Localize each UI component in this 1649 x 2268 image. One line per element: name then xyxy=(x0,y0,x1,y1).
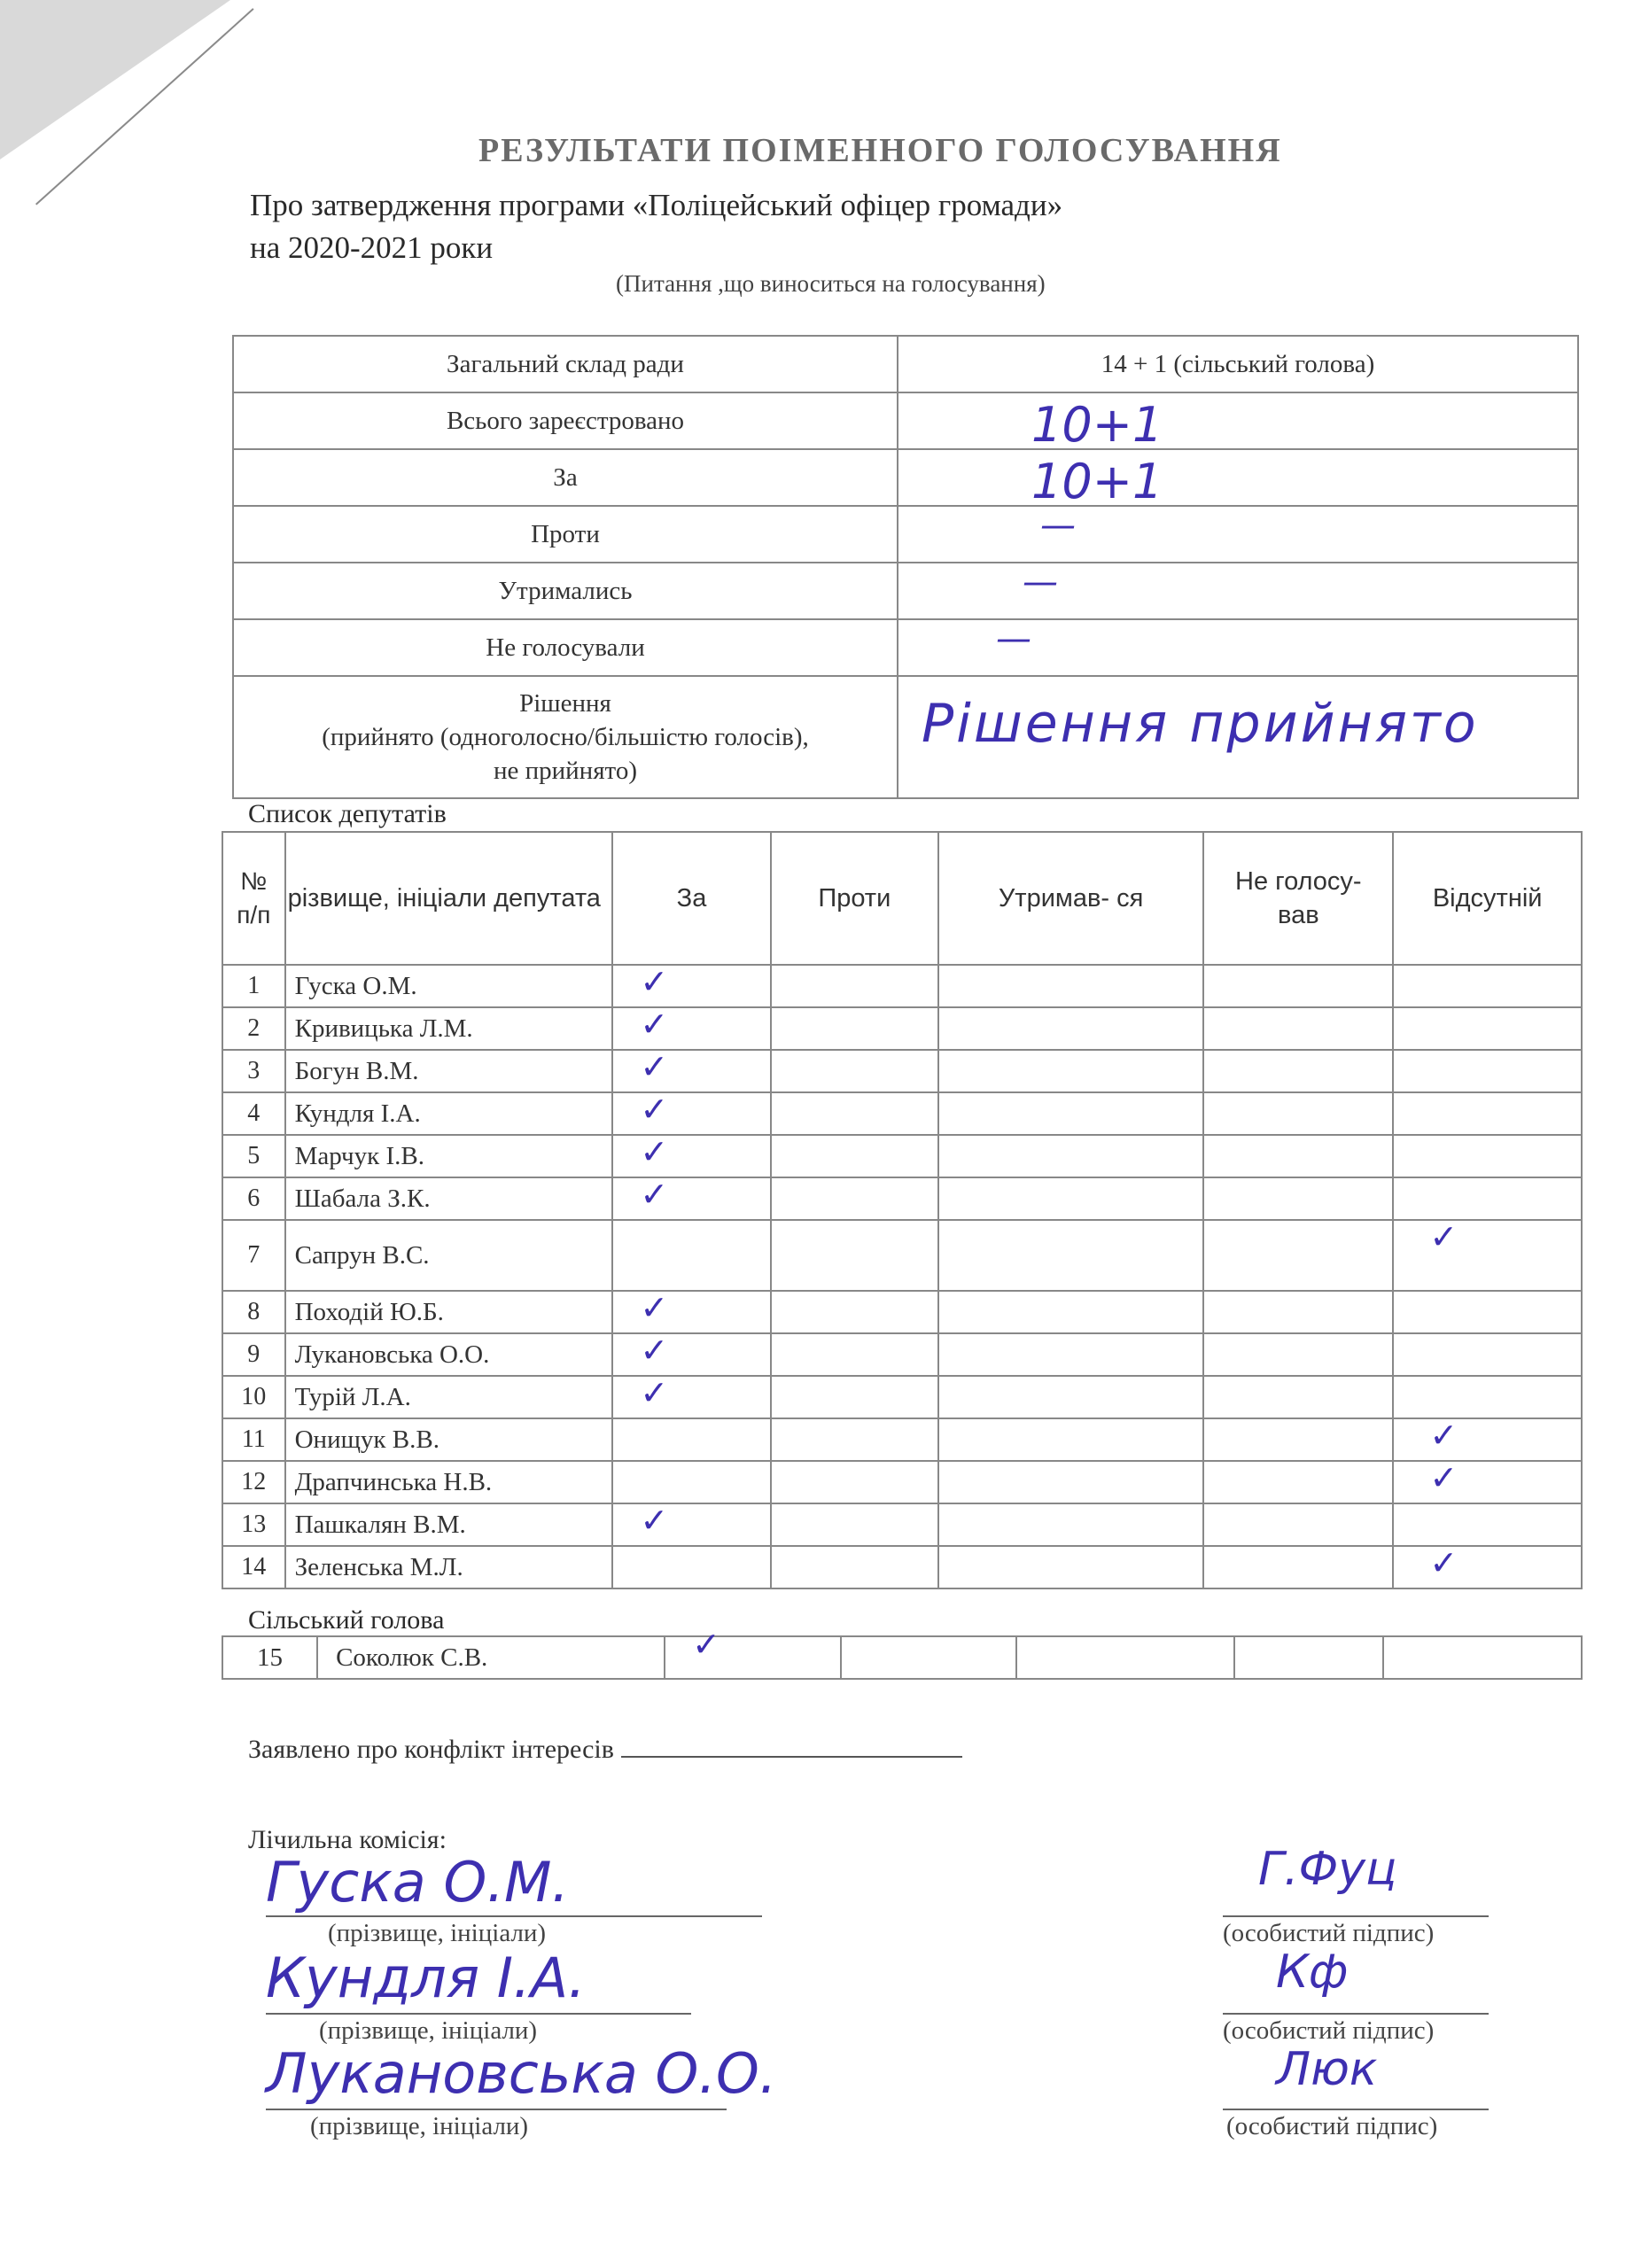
deputy-row xyxy=(222,1177,1582,1220)
village-head-name: Соколюк С.В. xyxy=(317,1636,665,1679)
vote-cell-za xyxy=(612,1373,770,1418)
signature-2: Кф xyxy=(1276,1946,1349,1999)
vote-cell-za xyxy=(612,1546,770,1588)
vote-cell-vidsutnii xyxy=(1393,1092,1582,1135)
vote-cell-za xyxy=(612,1333,770,1376)
deputies-table xyxy=(222,831,1583,1589)
deputy-row xyxy=(222,1503,1582,1546)
deputy-row xyxy=(222,1092,1582,1135)
document-title: РЕЗУЛЬТАТИ ПОІМЕННОГО ГОЛОСУВАННЯ xyxy=(478,132,1282,169)
summary-value-cell xyxy=(898,449,1578,509)
deputy-row xyxy=(222,1050,1582,1092)
summary-row xyxy=(233,392,1578,449)
village-head-row xyxy=(222,1636,1582,1679)
deputy-num: 2 xyxy=(222,1007,285,1050)
deputy-num: 8 xyxy=(222,1291,285,1333)
summary-label: Загальний склад ради xyxy=(233,336,898,392)
vote-cell-za xyxy=(612,962,770,1007)
vote-cell-za xyxy=(612,1503,770,1546)
check-mark-icon: ✓ xyxy=(692,1625,721,1664)
header-za: За xyxy=(612,832,770,965)
vote-cell-vidsutnii xyxy=(1393,1376,1582,1418)
handwritten-registered: 10+1 xyxy=(1031,397,1163,453)
name-caption-1: (прізвище, ініціали) xyxy=(328,1919,547,1947)
vote-cell-ne-holosuvav xyxy=(1203,1503,1393,1546)
vote-cell-ne-holosuvav xyxy=(1203,1376,1393,1418)
vote-cell-proty xyxy=(771,1503,938,1546)
vote-cell-za xyxy=(612,1047,770,1092)
vote-cell-ne-holosuvav xyxy=(1203,965,1393,1007)
village-head-proty-cell xyxy=(841,1636,1017,1679)
vote-cell-vidsutnii xyxy=(1393,1135,1582,1177)
deputy-num: 5 xyxy=(222,1135,285,1177)
vote-cell-utrymavsia xyxy=(938,1546,1203,1588)
vote-cell-utrymavsia xyxy=(938,1503,1203,1546)
deputy-name: Сапрун В.С. xyxy=(285,1220,613,1291)
conflict-blank-line xyxy=(621,1756,962,1758)
deputy-num: 9 xyxy=(222,1333,285,1376)
vote-cell-proty xyxy=(771,1291,938,1333)
header-proty: Проти xyxy=(771,832,938,965)
deputy-num: 10 xyxy=(222,1376,285,1418)
vote-cell-proty xyxy=(771,965,938,1007)
header-ne-holosuvav: Не голосу- вав xyxy=(1203,832,1393,965)
vote-cell-proty xyxy=(771,1007,938,1050)
vote-cell-za xyxy=(612,1461,770,1503)
handwritten-for: 10+1 xyxy=(1031,454,1163,509)
vote-cell-ne-holosuvav xyxy=(1203,1333,1393,1376)
summary-label: Всього зареєстровано xyxy=(233,392,898,449)
vote-cell-za xyxy=(612,1177,770,1220)
vote-cell-proty xyxy=(771,1177,938,1220)
vote-cell-ne-holosuvav xyxy=(1203,1220,1393,1291)
sign-line-3 xyxy=(1223,2109,1489,2110)
deputy-row xyxy=(222,1546,1582,1588)
vote-cell-utrymavsia xyxy=(938,1418,1203,1461)
vote-cell-vidsutnii xyxy=(1393,1458,1582,1503)
summary-row xyxy=(233,619,1578,676)
vote-cell-ne-holosuvav xyxy=(1203,1461,1393,1503)
check-mark-icon: ✓ xyxy=(640,1132,669,1171)
summary-row xyxy=(233,506,1578,563)
deputy-name: Гуска О.М. xyxy=(285,965,613,1007)
vote-cell-utrymavsia xyxy=(938,1333,1203,1376)
summary-label: Утримались xyxy=(233,563,898,619)
deputy-num: 12 xyxy=(222,1461,285,1503)
summary-value-cell xyxy=(898,392,1578,453)
deputy-num: 3 xyxy=(222,1050,285,1092)
document-subtitle xyxy=(250,184,1062,269)
decision-label xyxy=(233,676,898,798)
check-mark-icon: ✓ xyxy=(640,1005,669,1044)
sign-line-2 xyxy=(1223,2013,1489,2015)
folded-corner xyxy=(0,0,230,159)
header-vidsutnii: Відсутній xyxy=(1393,832,1582,965)
deputy-name: Кундля І.А. xyxy=(285,1092,613,1135)
vote-cell-za xyxy=(612,1092,770,1135)
deputy-num: 4 xyxy=(222,1092,285,1135)
vote-cell-vidsutnii xyxy=(1393,1177,1582,1220)
name-line-3 xyxy=(266,2109,727,2110)
deputy-name: Кривицька Л.М. xyxy=(285,1007,613,1050)
vote-cell-utrymavsia xyxy=(938,1461,1203,1503)
sign-caption-3: (особистий підпис) xyxy=(1226,2112,1438,2140)
vote-cell-utrymavsia xyxy=(938,965,1203,1007)
village-head-section-label: Сільський голова xyxy=(248,1605,445,1635)
deputy-name: Онищук В.В. xyxy=(285,1418,613,1461)
vote-cell-ne-holosuvav xyxy=(1203,1177,1393,1220)
summary-table xyxy=(232,335,1579,799)
vote-cell-vidsutnii xyxy=(1393,965,1582,1007)
commission-label: Лічильна комісія: xyxy=(248,1825,447,1854)
deputy-row xyxy=(222,1461,1582,1503)
deputy-name: Шабала З.К. xyxy=(285,1177,613,1220)
handwritten-decision: Рішення прийнято xyxy=(922,693,1479,755)
deputy-row xyxy=(222,1220,1582,1291)
deputy-name: Походій Ю.Б. xyxy=(285,1291,613,1333)
conflict-label: Заявлено про конфлікт інтересів xyxy=(248,1735,614,1764)
vote-cell-proty xyxy=(771,1092,938,1135)
check-mark-icon: ✓ xyxy=(640,1331,669,1370)
vote-cell-proty xyxy=(771,1135,938,1177)
commission-member-name-1: Гуска О.М. xyxy=(266,1850,570,1915)
name-line-1 xyxy=(266,1915,762,1917)
deputy-row xyxy=(222,1007,1582,1050)
handwritten-abstained: — xyxy=(1023,562,1058,602)
vote-cell-utrymavsia xyxy=(938,1291,1203,1333)
village-head-vidsutnii-cell xyxy=(1383,1636,1582,1679)
deputy-name: Лукановська О.О. xyxy=(285,1333,613,1376)
check-mark-icon: ✓ xyxy=(640,962,669,1001)
subtitle-line-2: на 2020-2021 роки xyxy=(250,230,494,265)
village-head-utrymavsia-cell xyxy=(1016,1636,1234,1679)
header-num: № п/п xyxy=(222,832,285,965)
deputy-name: Драпчинська Н.В. xyxy=(285,1461,613,1503)
deputy-num: 13 xyxy=(222,1503,285,1546)
vote-cell-proty xyxy=(771,1546,938,1588)
sign-line-1 xyxy=(1223,1915,1489,1917)
deputy-row xyxy=(222,1135,1582,1177)
name-line-2 xyxy=(266,2013,691,2015)
signature-1: Г.Фуц xyxy=(1258,1843,1397,1896)
vote-cell-za xyxy=(612,1007,770,1050)
check-mark-icon: ✓ xyxy=(640,1288,669,1327)
deputy-name: Марчук І.В. xyxy=(285,1135,613,1177)
vote-cell-ne-holosuvav xyxy=(1203,1546,1393,1588)
summary-value-cell xyxy=(898,563,1578,619)
deputy-num: 7 xyxy=(222,1220,285,1291)
vote-cell-vidsutnii xyxy=(1393,1418,1582,1461)
check-mark-icon: ✓ xyxy=(640,1501,669,1540)
deputy-num: 1 xyxy=(222,965,285,1007)
name-caption-2: (прізвище, ініціали) xyxy=(319,2016,538,2045)
vote-cell-proty xyxy=(771,1050,938,1092)
check-mark-icon: ✓ xyxy=(1429,1543,1458,1582)
vote-cell-ne-holosuvav xyxy=(1203,1092,1393,1135)
vote-cell-ne-holosuvav xyxy=(1203,1007,1393,1050)
decision-label-line-2: (прийнято (одноголосно/більшістю голосів), xyxy=(322,723,809,751)
commission-member-name-3: Лукановська О.О. xyxy=(266,2041,777,2106)
summary-label: За xyxy=(233,449,898,506)
vote-cell-za xyxy=(612,1418,770,1461)
deputy-row xyxy=(222,1333,1582,1376)
vote-cell-proty xyxy=(771,1418,938,1461)
village-head-table xyxy=(222,1625,1583,1680)
vote-cell-utrymavsia xyxy=(938,1050,1203,1092)
vote-cell-za xyxy=(612,1220,770,1291)
handwritten-against: — xyxy=(1040,505,1076,546)
vote-cell-ne-holosuvav xyxy=(1203,1418,1393,1461)
deputy-row xyxy=(222,965,1582,1007)
subtitle-line-1: Про затвердження програми «Поліцейський офіцер громади» xyxy=(250,188,1063,222)
vote-cell-utrymavsia xyxy=(938,1220,1203,1291)
summary-label: Проти xyxy=(233,506,898,563)
summary-row xyxy=(233,449,1578,506)
vote-cell-vidsutnii xyxy=(1393,1543,1582,1588)
check-mark-icon: ✓ xyxy=(1429,1458,1458,1497)
summary-row xyxy=(233,336,1578,392)
summary-row xyxy=(233,563,1578,619)
vote-cell-vidsutnii xyxy=(1393,1217,1582,1291)
vote-cell-vidsutnii xyxy=(1393,1503,1582,1546)
deputies-section-label: Список депутатів xyxy=(248,799,447,828)
summary-value-cell xyxy=(898,506,1578,563)
summary-value: 14 + 1 (сільський голова) xyxy=(898,336,1578,392)
check-mark-icon: ✓ xyxy=(640,1047,669,1086)
summary-value-cell xyxy=(898,619,1578,676)
vote-cell-ne-holosuvav xyxy=(1203,1135,1393,1177)
deputy-row xyxy=(222,1291,1582,1333)
vote-cell-vidsutnii xyxy=(1393,1333,1582,1376)
vote-cell-proty xyxy=(771,1333,938,1376)
vote-cell-proty xyxy=(771,1376,938,1418)
village-head-num: 15 xyxy=(222,1636,317,1679)
deputy-name: Пашкалян В.М. xyxy=(285,1503,613,1546)
commission-member-name-2: Кундля І.А. xyxy=(266,1946,586,2010)
check-mark-icon: ✓ xyxy=(640,1373,669,1412)
check-mark-icon: ✓ xyxy=(1429,1416,1458,1455)
vote-cell-proty xyxy=(771,1461,938,1503)
vote-cell-utrymavsia xyxy=(938,1177,1203,1220)
vote-cell-utrymavsia xyxy=(938,1092,1203,1135)
decision-row xyxy=(233,676,1578,798)
village-head-za-cell xyxy=(665,1625,841,1679)
vote-cell-utrymavsia xyxy=(938,1007,1203,1050)
deputy-row xyxy=(222,1376,1582,1418)
vote-cell-proty xyxy=(771,1220,938,1291)
deputy-name: Богун В.М. xyxy=(285,1050,613,1092)
header-name: різвище, ініціали депутата xyxy=(285,832,613,965)
summary-label: Не голосували xyxy=(233,619,898,676)
deputy-num: 11 xyxy=(222,1418,285,1461)
vote-cell-vidsutnii xyxy=(1393,1291,1582,1333)
vote-cell-ne-holosuvav xyxy=(1203,1291,1393,1333)
vote-cell-utrymavsia xyxy=(938,1376,1203,1418)
village-head-ne-cell xyxy=(1234,1636,1382,1679)
vote-cell-vidsutnii xyxy=(1393,1007,1582,1050)
deputy-row xyxy=(222,1418,1582,1461)
handwritten-not-voted: — xyxy=(996,618,1031,659)
conflict-of-interest xyxy=(248,1735,962,1765)
signature-3: Люк xyxy=(1276,2043,1378,2096)
deputies-header-row xyxy=(222,832,1582,965)
vote-cell-vidsutnii xyxy=(1393,1050,1582,1092)
sign-caption-2: (особистий підпис) xyxy=(1223,2016,1435,2045)
header-utrymavsia: Утримав- ся xyxy=(938,832,1203,965)
vote-cell-ne-holosuvav xyxy=(1203,1050,1393,1092)
name-caption-3: (прізвище, ініціали) xyxy=(310,2112,529,2140)
decision-value-cell xyxy=(898,676,1578,798)
sign-caption-1: (особистий підпис) xyxy=(1223,1919,1435,1947)
decision-label-line-1: Рішення xyxy=(519,689,611,718)
deputy-name: Турій Л.А. xyxy=(285,1376,613,1418)
vote-cell-za xyxy=(612,1132,770,1177)
deputy-name: Зеленська М.Л. xyxy=(285,1546,613,1588)
vote-cell-za xyxy=(612,1288,770,1333)
vote-cell-utrymavsia xyxy=(938,1135,1203,1177)
check-mark-icon: ✓ xyxy=(1429,1217,1458,1256)
deputy-num: 14 xyxy=(222,1546,285,1588)
deputy-num: 6 xyxy=(222,1177,285,1220)
question-caption: (Питання ,що виноситься на голосування) xyxy=(616,270,1046,297)
check-mark-icon: ✓ xyxy=(640,1175,669,1214)
check-mark-icon: ✓ xyxy=(640,1090,669,1129)
decision-label-line-3: не прийнято) xyxy=(493,757,637,785)
